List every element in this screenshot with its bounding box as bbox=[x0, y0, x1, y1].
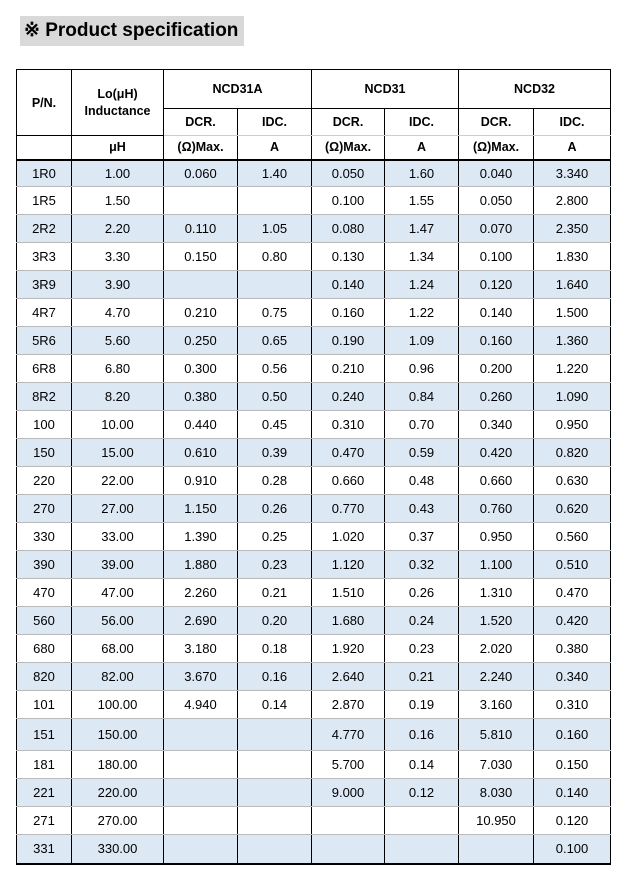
ncd32-idc-cell: 1.360 bbox=[534, 327, 611, 355]
ncd31a-idc-cell: 0.50 bbox=[238, 383, 312, 411]
ncd31a-dcr-cell bbox=[164, 779, 238, 807]
ncd31a-dcr-cell: 1.880 bbox=[164, 551, 238, 579]
inductance-cell: 2.20 bbox=[72, 215, 164, 243]
pn-cell: 390 bbox=[17, 551, 72, 579]
ncd31-dcr-cell: 0.050 bbox=[312, 160, 385, 187]
pn-cell: 6R8 bbox=[17, 355, 72, 383]
dcr-unit: (Ω)Max. bbox=[164, 136, 238, 160]
dcr-unit: (Ω)Max. bbox=[312, 136, 385, 160]
inductance-cell: 33.00 bbox=[72, 523, 164, 551]
idc-unit: A bbox=[534, 136, 611, 160]
table-row bbox=[17, 719, 611, 751]
inductance-header-line2: Inductance bbox=[84, 103, 151, 118]
ncd31-dcr-cell: 0.190 bbox=[312, 327, 385, 355]
page-title: ※ Product specification bbox=[20, 16, 244, 46]
ncd31a-dcr-cell: 3.180 bbox=[164, 635, 238, 663]
ncd31-idc-cell bbox=[385, 807, 459, 835]
table-header bbox=[17, 70, 611, 160]
pn-cell: 470 bbox=[17, 579, 72, 607]
inductance-cell: 82.00 bbox=[72, 663, 164, 691]
ncd31-idc-cell: 0.21 bbox=[385, 663, 459, 691]
ncd31-idc-cell: 1.55 bbox=[385, 187, 459, 215]
ncd31-dcr-cell: 0.660 bbox=[312, 467, 385, 495]
ncd31-dcr-cell: 0.100 bbox=[312, 187, 385, 215]
inductance-header bbox=[72, 70, 164, 136]
group-header-ncd31a: NCD31A bbox=[164, 70, 312, 109]
ncd31a-idc-cell: 0.20 bbox=[238, 607, 312, 635]
ncd32-idc-cell: 0.160 bbox=[534, 719, 611, 751]
ncd32-idc-cell: 0.310 bbox=[534, 691, 611, 719]
pn-cell: 101 bbox=[17, 691, 72, 719]
ncd31a-dcr-cell: 0.210 bbox=[164, 299, 238, 327]
ncd32-dcr-cell: 1.520 bbox=[459, 607, 534, 635]
table-row bbox=[17, 835, 611, 864]
ncd31a-dcr-cell bbox=[164, 719, 238, 751]
table-row bbox=[17, 271, 611, 299]
table-row bbox=[17, 187, 611, 215]
ncd32-dcr-cell: 0.070 bbox=[459, 215, 534, 243]
ncd31a-dcr-cell: 2.260 bbox=[164, 579, 238, 607]
pn-cell: 560 bbox=[17, 607, 72, 635]
pn-cell: 2R2 bbox=[17, 215, 72, 243]
idc-header: IDC. bbox=[238, 109, 312, 136]
dcr-header: DCR. bbox=[459, 109, 534, 136]
ncd31-idc-cell bbox=[385, 835, 459, 864]
pn-cell: 5R6 bbox=[17, 327, 72, 355]
ncd32-dcr-cell: 0.120 bbox=[459, 271, 534, 299]
ncd32-dcr-cell: 0.260 bbox=[459, 383, 534, 411]
ncd31-idc-cell: 0.43 bbox=[385, 495, 459, 523]
ncd31-dcr-cell: 2.870 bbox=[312, 691, 385, 719]
ncd32-idc-cell: 0.340 bbox=[534, 663, 611, 691]
table-row bbox=[17, 467, 611, 495]
ncd31a-idc-cell: 0.26 bbox=[238, 495, 312, 523]
ncd32-idc-cell: 0.620 bbox=[534, 495, 611, 523]
table-row bbox=[17, 807, 611, 835]
ncd32-dcr-cell: 3.160 bbox=[459, 691, 534, 719]
idc-unit: A bbox=[238, 136, 312, 160]
ncd31a-idc-cell: 0.56 bbox=[238, 355, 312, 383]
ncd32-dcr-cell: 0.050 bbox=[459, 187, 534, 215]
table-row bbox=[17, 523, 611, 551]
pn-cell: 221 bbox=[17, 779, 72, 807]
ncd31-dcr-cell: 0.240 bbox=[312, 383, 385, 411]
ncd32-idc-cell: 1.220 bbox=[534, 355, 611, 383]
ncd31-idc-cell: 1.09 bbox=[385, 327, 459, 355]
ncd31-dcr-cell bbox=[312, 835, 385, 864]
inductance-cell: 220.00 bbox=[72, 779, 164, 807]
ncd32-dcr-cell: 0.160 bbox=[459, 327, 534, 355]
ncd31a-dcr-cell: 4.940 bbox=[164, 691, 238, 719]
ncd31a-dcr-cell: 0.380 bbox=[164, 383, 238, 411]
ncd31a-idc-cell: 0.75 bbox=[238, 299, 312, 327]
pn-cell: 271 bbox=[17, 807, 72, 835]
ncd31-dcr-cell: 1.120 bbox=[312, 551, 385, 579]
table-row bbox=[17, 439, 611, 467]
ncd31-idc-cell: 0.70 bbox=[385, 411, 459, 439]
pn-cell: 3R9 bbox=[17, 271, 72, 299]
ncd32-dcr-cell: 0.340 bbox=[459, 411, 534, 439]
inductance-cell: 10.00 bbox=[72, 411, 164, 439]
inductance-header-line1: Lo(μH) bbox=[97, 86, 138, 101]
dcr-unit: (Ω)Max. bbox=[459, 136, 534, 160]
ncd32-idc-cell: 0.100 bbox=[534, 835, 611, 864]
ncd31a-idc-cell bbox=[238, 835, 312, 864]
table-row bbox=[17, 383, 611, 411]
ncd31-idc-cell: 0.37 bbox=[385, 523, 459, 551]
ncd32-idc-cell: 1.090 bbox=[534, 383, 611, 411]
ncd31-idc-cell: 0.84 bbox=[385, 383, 459, 411]
ncd32-idc-cell: 0.140 bbox=[534, 779, 611, 807]
ncd31-idc-cell: 1.22 bbox=[385, 299, 459, 327]
ncd31a-dcr-cell: 0.440 bbox=[164, 411, 238, 439]
ncd31a-idc-cell: 0.39 bbox=[238, 439, 312, 467]
ncd31a-idc-cell: 0.21 bbox=[238, 579, 312, 607]
table-row bbox=[17, 411, 611, 439]
pn-cell: 150 bbox=[17, 439, 72, 467]
spec-table bbox=[16, 69, 611, 865]
ncd32-idc-cell: 0.120 bbox=[534, 807, 611, 835]
ncd31a-dcr-cell bbox=[164, 807, 238, 835]
ncd31a-idc-cell: 0.28 bbox=[238, 467, 312, 495]
ncd32-dcr-cell bbox=[459, 835, 534, 864]
ncd31-dcr-cell: 4.770 bbox=[312, 719, 385, 751]
ncd31a-dcr-cell: 2.690 bbox=[164, 607, 238, 635]
ncd31a-idc-cell: 1.40 bbox=[238, 160, 312, 187]
table-row bbox=[17, 215, 611, 243]
ncd32-idc-cell: 1.500 bbox=[534, 299, 611, 327]
ncd32-dcr-cell: 0.140 bbox=[459, 299, 534, 327]
pn-cell: 8R2 bbox=[17, 383, 72, 411]
inductance-cell: 15.00 bbox=[72, 439, 164, 467]
table-row bbox=[17, 299, 611, 327]
inductance-cell: 56.00 bbox=[72, 607, 164, 635]
table-body bbox=[17, 160, 611, 864]
ncd31a-dcr-cell: 1.150 bbox=[164, 495, 238, 523]
idc-header: IDC. bbox=[534, 109, 611, 136]
inductance-cell: 8.20 bbox=[72, 383, 164, 411]
ncd32-dcr-cell: 1.100 bbox=[459, 551, 534, 579]
ncd32-idc-cell: 2.350 bbox=[534, 215, 611, 243]
ncd31-dcr-cell: 1.920 bbox=[312, 635, 385, 663]
inductance-cell: 68.00 bbox=[72, 635, 164, 663]
ncd32-idc-cell: 3.340 bbox=[534, 160, 611, 187]
table-row bbox=[17, 635, 611, 663]
ncd31-idc-cell: 0.24 bbox=[385, 607, 459, 635]
ncd31-idc-cell: 0.59 bbox=[385, 439, 459, 467]
pn-unit-cell bbox=[17, 136, 72, 160]
ncd31a-dcr-cell: 0.250 bbox=[164, 327, 238, 355]
ncd32-idc-cell: 2.800 bbox=[534, 187, 611, 215]
table-row bbox=[17, 495, 611, 523]
pn-cell: 181 bbox=[17, 751, 72, 779]
ncd31a-idc-cell: 0.14 bbox=[238, 691, 312, 719]
table-row bbox=[17, 779, 611, 807]
ncd32-dcr-cell: 2.020 bbox=[459, 635, 534, 663]
ncd31-dcr-cell: 0.770 bbox=[312, 495, 385, 523]
inductance-cell: 6.80 bbox=[72, 355, 164, 383]
ncd31-idc-cell: 0.19 bbox=[385, 691, 459, 719]
ncd31a-dcr-cell: 0.610 bbox=[164, 439, 238, 467]
ncd31-dcr-cell: 2.640 bbox=[312, 663, 385, 691]
ncd31a-idc-cell: 0.80 bbox=[238, 243, 312, 271]
pn-cell: 4R7 bbox=[17, 299, 72, 327]
ncd31a-dcr-cell: 0.150 bbox=[164, 243, 238, 271]
ncd31-idc-cell: 1.47 bbox=[385, 215, 459, 243]
pn-cell: 680 bbox=[17, 635, 72, 663]
ncd32-dcr-cell: 2.240 bbox=[459, 663, 534, 691]
ncd32-dcr-cell: 0.100 bbox=[459, 243, 534, 271]
ncd32-dcr-cell: 0.200 bbox=[459, 355, 534, 383]
ncd32-dcr-cell: 0.950 bbox=[459, 523, 534, 551]
ncd31a-dcr-cell bbox=[164, 271, 238, 299]
inductance-cell: 3.30 bbox=[72, 243, 164, 271]
table-row bbox=[17, 355, 611, 383]
ncd32-dcr-cell: 0.760 bbox=[459, 495, 534, 523]
ncd31-dcr-cell: 0.470 bbox=[312, 439, 385, 467]
ncd31a-dcr-cell: 0.300 bbox=[164, 355, 238, 383]
pn-cell: 3R3 bbox=[17, 243, 72, 271]
inductance-cell: 150.00 bbox=[72, 719, 164, 751]
ncd31-idc-cell: 0.14 bbox=[385, 751, 459, 779]
table-row bbox=[17, 691, 611, 719]
pn-cell: 270 bbox=[17, 495, 72, 523]
ncd31-dcr-cell: 5.700 bbox=[312, 751, 385, 779]
ncd32-idc-cell: 0.470 bbox=[534, 579, 611, 607]
ncd31a-idc-cell: 0.65 bbox=[238, 327, 312, 355]
ncd31a-idc-cell: 0.25 bbox=[238, 523, 312, 551]
ncd32-idc-cell: 0.560 bbox=[534, 523, 611, 551]
ncd31-idc-cell: 0.48 bbox=[385, 467, 459, 495]
ncd31-idc-cell: 0.12 bbox=[385, 779, 459, 807]
ncd31-idc-cell: 0.26 bbox=[385, 579, 459, 607]
ncd31a-dcr-cell bbox=[164, 751, 238, 779]
pn-cell: 220 bbox=[17, 467, 72, 495]
ncd31-dcr-cell: 1.020 bbox=[312, 523, 385, 551]
ncd32-dcr-cell: 0.420 bbox=[459, 439, 534, 467]
ncd31a-dcr-cell: 0.110 bbox=[164, 215, 238, 243]
ncd32-idc-cell: 0.150 bbox=[534, 751, 611, 779]
ncd31-idc-cell: 1.60 bbox=[385, 160, 459, 187]
ncd31-dcr-cell: 9.000 bbox=[312, 779, 385, 807]
ncd31-dcr-cell: 1.680 bbox=[312, 607, 385, 635]
ncd31-idc-cell: 0.23 bbox=[385, 635, 459, 663]
table-row bbox=[17, 607, 611, 635]
ncd32-dcr-cell: 1.310 bbox=[459, 579, 534, 607]
ncd31a-idc-cell bbox=[238, 807, 312, 835]
ncd31-idc-cell: 0.32 bbox=[385, 551, 459, 579]
dcr-header: DCR. bbox=[164, 109, 238, 136]
ncd31a-idc-cell bbox=[238, 779, 312, 807]
ncd31a-idc-cell bbox=[238, 187, 312, 215]
inductance-cell: 5.60 bbox=[72, 327, 164, 355]
ncd31a-dcr-cell bbox=[164, 187, 238, 215]
ncd32-idc-cell: 0.380 bbox=[534, 635, 611, 663]
pn-header: P/N. bbox=[17, 70, 72, 136]
ncd31-dcr-cell: 0.310 bbox=[312, 411, 385, 439]
table-row bbox=[17, 579, 611, 607]
ncd32-dcr-cell: 10.950 bbox=[459, 807, 534, 835]
ncd31-dcr-cell: 0.140 bbox=[312, 271, 385, 299]
ncd31-dcr-cell: 0.130 bbox=[312, 243, 385, 271]
inductance-cell: 4.70 bbox=[72, 299, 164, 327]
ncd32-idc-cell: 0.510 bbox=[534, 551, 611, 579]
ncd31a-idc-cell: 0.18 bbox=[238, 635, 312, 663]
ncd31-idc-cell: 1.24 bbox=[385, 271, 459, 299]
idc-unit: A bbox=[385, 136, 459, 160]
table-row bbox=[17, 751, 611, 779]
group-header-ncd31: NCD31 bbox=[312, 70, 459, 109]
pn-cell: 151 bbox=[17, 719, 72, 751]
inductance-cell: 39.00 bbox=[72, 551, 164, 579]
group-header-ncd32: NCD32 bbox=[459, 70, 611, 109]
ncd31a-idc-cell: 0.23 bbox=[238, 551, 312, 579]
inductance-cell: 330.00 bbox=[72, 835, 164, 864]
ncd31-dcr-cell bbox=[312, 807, 385, 835]
dcr-header: DCR. bbox=[312, 109, 385, 136]
ncd32-dcr-cell: 8.030 bbox=[459, 779, 534, 807]
inductance-cell: 1.50 bbox=[72, 187, 164, 215]
ncd32-idc-cell: 1.830 bbox=[534, 243, 611, 271]
inductance-cell: 27.00 bbox=[72, 495, 164, 523]
ncd32-dcr-cell: 5.810 bbox=[459, 719, 534, 751]
ncd31a-dcr-cell: 3.670 bbox=[164, 663, 238, 691]
ncd31a-idc-cell: 1.05 bbox=[238, 215, 312, 243]
ncd31-idc-cell: 0.16 bbox=[385, 719, 459, 751]
ncd31-idc-cell: 1.34 bbox=[385, 243, 459, 271]
pn-cell: 100 bbox=[17, 411, 72, 439]
ncd32-idc-cell: 0.950 bbox=[534, 411, 611, 439]
inductance-cell: 47.00 bbox=[72, 579, 164, 607]
ncd32-dcr-cell: 7.030 bbox=[459, 751, 534, 779]
table-row bbox=[17, 243, 611, 271]
inductance-cell: 180.00 bbox=[72, 751, 164, 779]
ncd32-dcr-cell: 0.660 bbox=[459, 467, 534, 495]
inductance-cell: 100.00 bbox=[72, 691, 164, 719]
ncd31-dcr-cell: 0.080 bbox=[312, 215, 385, 243]
ncd32-idc-cell: 0.630 bbox=[534, 467, 611, 495]
ncd31-idc-cell: 0.96 bbox=[385, 355, 459, 383]
pn-cell: 820 bbox=[17, 663, 72, 691]
inductance-unit: μH bbox=[72, 136, 164, 160]
pn-cell: 331 bbox=[17, 835, 72, 864]
pn-cell: 1R0 bbox=[17, 160, 72, 187]
ncd32-dcr-cell: 0.040 bbox=[459, 160, 534, 187]
idc-header: IDC. bbox=[385, 109, 459, 136]
ncd31-dcr-cell: 0.160 bbox=[312, 299, 385, 327]
ncd32-idc-cell: 0.420 bbox=[534, 607, 611, 635]
ncd31-dcr-cell: 0.210 bbox=[312, 355, 385, 383]
ncd31a-dcr-cell: 0.910 bbox=[164, 467, 238, 495]
ncd31a-dcr-cell: 0.060 bbox=[164, 160, 238, 187]
inductance-cell: 3.90 bbox=[72, 271, 164, 299]
ncd32-idc-cell: 1.640 bbox=[534, 271, 611, 299]
ncd31a-idc-cell bbox=[238, 751, 312, 779]
inductance-cell: 270.00 bbox=[72, 807, 164, 835]
ncd32-idc-cell: 0.820 bbox=[534, 439, 611, 467]
table-row bbox=[17, 327, 611, 355]
ncd31a-dcr-cell bbox=[164, 835, 238, 864]
pn-cell: 1R5 bbox=[17, 187, 72, 215]
ncd31a-idc-cell bbox=[238, 271, 312, 299]
inductance-cell: 22.00 bbox=[72, 467, 164, 495]
ncd31a-idc-cell: 0.16 bbox=[238, 663, 312, 691]
pn-cell: 330 bbox=[17, 523, 72, 551]
ncd31a-idc-cell: 0.45 bbox=[238, 411, 312, 439]
ncd31a-dcr-cell: 1.390 bbox=[164, 523, 238, 551]
inductance-cell: 1.00 bbox=[72, 160, 164, 187]
ncd31-dcr-cell: 1.510 bbox=[312, 579, 385, 607]
table-row bbox=[17, 551, 611, 579]
table-row bbox=[17, 663, 611, 691]
table-row bbox=[17, 160, 611, 187]
ncd31a-idc-cell bbox=[238, 719, 312, 751]
